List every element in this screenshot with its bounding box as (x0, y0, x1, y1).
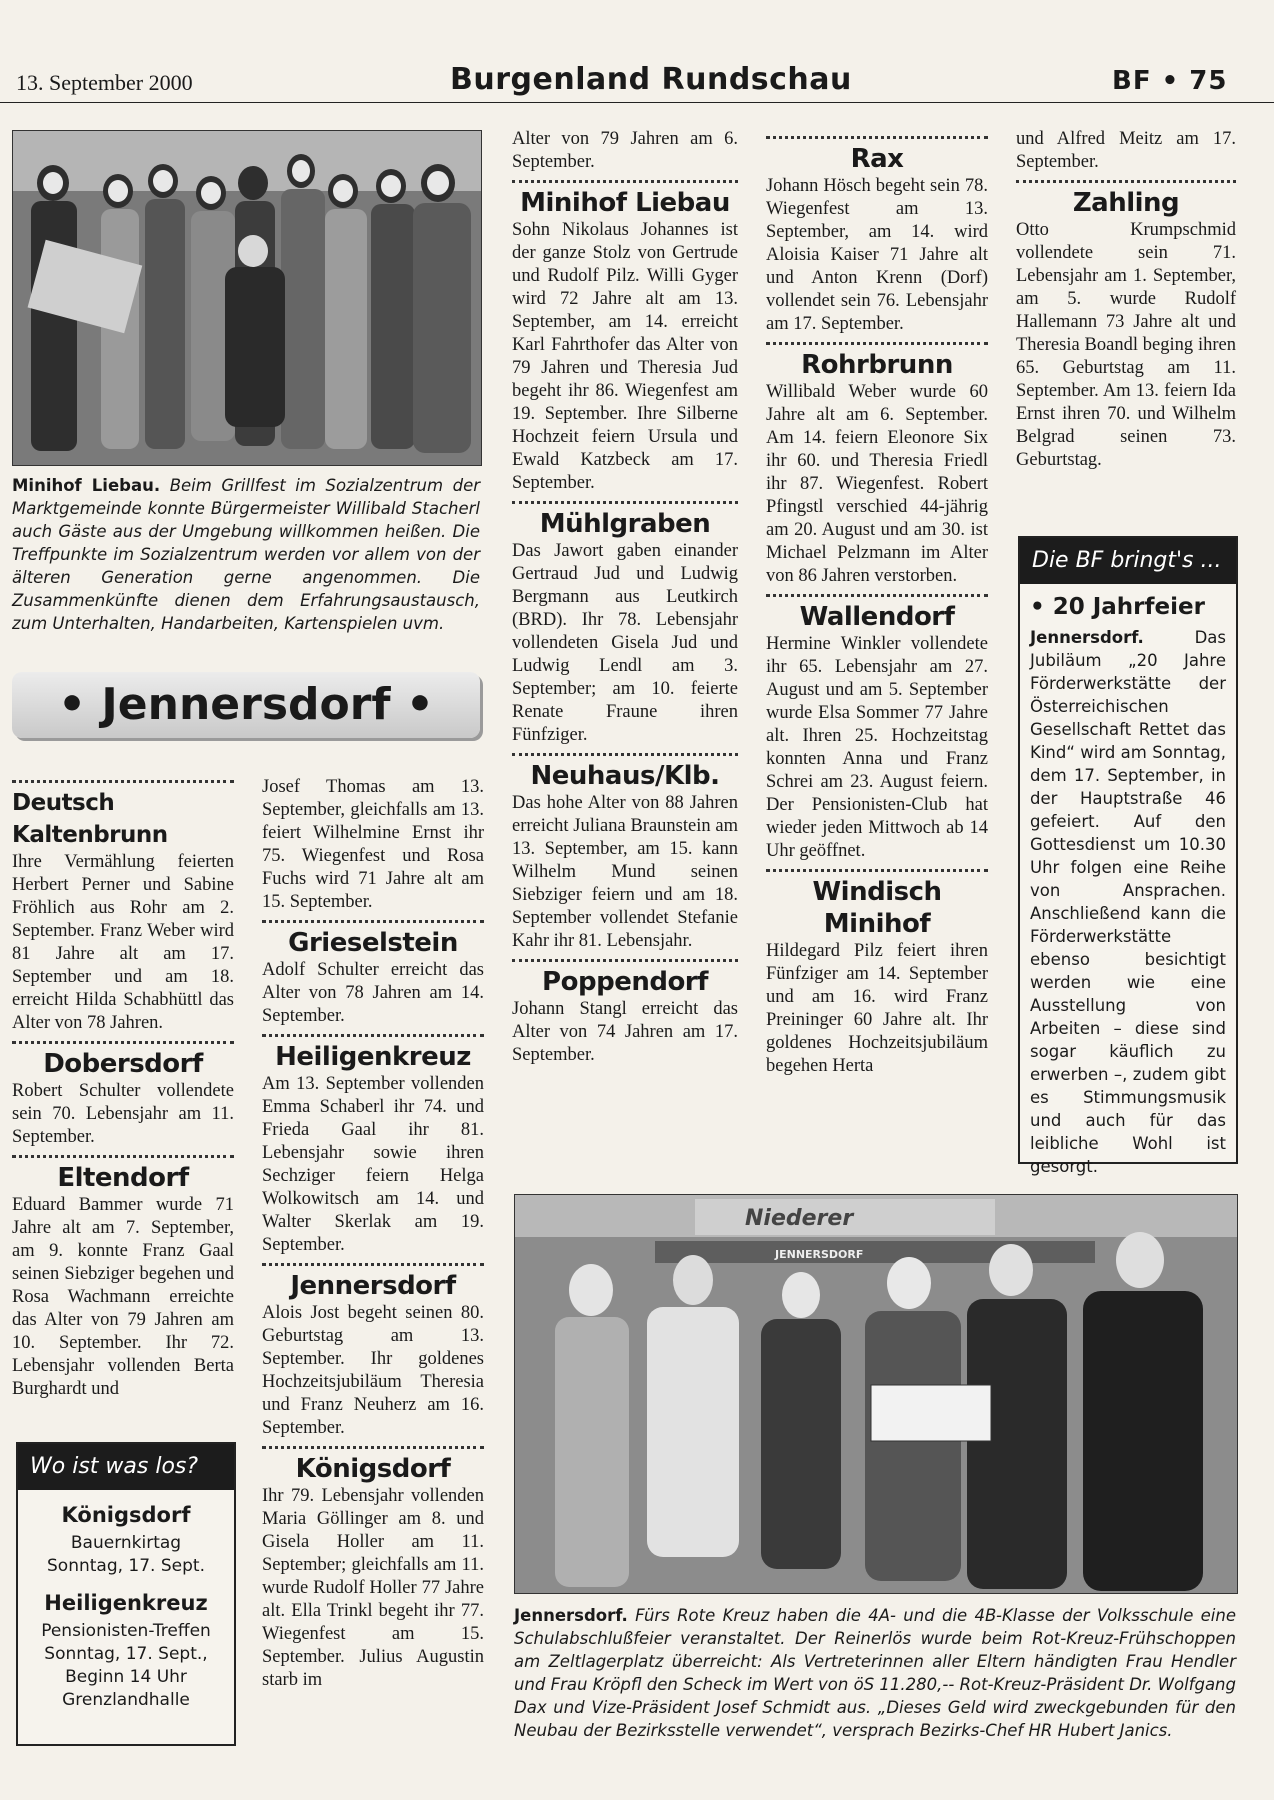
bf-box-body: Das Jubiläum „20 Jahre Förderwerkstätte der Österreichischen Gesellschaft Rettet das Kind“ wird am Sonntag, dem 17. September, in der Hauptstraße 46 gefeiert. Auf den Gottesdienst um 10.30 Uhr folgen eine Reihe von Ansprachen. Anschließend kann die Förderwerkstätte ebenso besichtigt werden wie eine Ausstellung von Arbeiten – diese sind sogar käuflich zu erwerben –, zudem gibt es Stimmungsmusik und auch für das leibliche Wohl ist gesorgt. (1030, 628, 1226, 1176)
event-line: Bauernkirtag (70, 1533, 182, 1553)
town-heading: Windisch Minihof (812, 877, 942, 939)
divider (766, 342, 988, 345)
bf-box-text (1020, 626, 1236, 1178)
town-text: Otto Krumpschmid vollendete sein 71. Lebensjahr am 1. September, am 5. wurde Rudolf Hallemann 73 Jahre alt und Theresia Boandl beging ihren 65. Geburtstag am 11. September. Am 13. feiern Ida Ernst ihren 70. und Wilhelm Belgrad seinen 73. Geburtstag. (1016, 220, 1236, 470)
event-line: Pensionisten-Treffen (41, 1621, 211, 1641)
section-banner-jennersdorf: • Jennersdorf • (12, 672, 480, 738)
group-photo-image (13, 131, 481, 465)
divider (512, 753, 738, 756)
event-place: Heiligenkreuz (44, 1591, 208, 1615)
banner-sign-text-2: JENNERSDORF (775, 1248, 864, 1261)
event-item (18, 1586, 234, 1712)
event-line: Sonntag, 17. Sept. (47, 1556, 205, 1576)
town-text: Am 13. September vollenden Emma Schaberl ihr 74. und Frieda Gaal ihr 81. Lebensjahr sowie ihren Sechziger feiern Helga Wolkowitsch am 14. und Walter Skerlak am 19. September. (262, 1074, 484, 1255)
divider (512, 501, 738, 504)
column-4 (766, 130, 988, 1078)
town-heading: Zahling (1072, 188, 1180, 218)
town-heading: Rax (850, 144, 904, 174)
town-heading: Grieselstein (288, 928, 458, 958)
events-box-title: Wo ist was los? (18, 1444, 234, 1490)
divider (512, 959, 738, 962)
town-text: Hermine Winkler vollendete ihr 65. Lebensjahr am 27. August und am 5. September wurde Elsa Sommer 77 Jahre alt. Ihren 25. Hochzeitstag konnten Anna und Franz Schrei am 23. August feiern. Der Pensionisten-Club hat wieder jeden Mittwoch ab 14 Uhr geöffnet. (766, 634, 988, 861)
town-heading: Deutsch Kaltenbrunn (12, 790, 168, 848)
town-text: Ihr 79. Lebensjahr vollenden Maria Göllinger am 8. und Gisela Holler am 11. September; gleichfalls am 11. wurde Rudolf Holler 77 Jahre alt. Ella Trinkl begeht ihr 77. Wiegenfest am 15. September. Julius Augustin starb im (262, 1486, 484, 1690)
town-text: Sohn Nikolaus Johannes ist der ganze Stolz von Gertrude und Rudolf Pilz. Willi Gyger wird 72 Jahre alt am 13. September, am 14. erreicht Karl Fahrthofer das Alter von 79 Jahren und Theresia Jud begeht ihr 86. Wiegenfest am 19. September. Ihre Silberne Hochzeit feiern Ursula und Ewald Katzbeck am 17. September. (512, 220, 738, 493)
town-heading: Königsdorf (295, 1454, 451, 1484)
newspaper-title: Burgenland Rundschau (450, 62, 852, 97)
banner-sign-text: Niederer (745, 1206, 854, 1231)
photo-caption-minihof (12, 474, 480, 635)
event-line: Beginn 14 Uhr (65, 1667, 187, 1687)
town-heading: Eltendorf (57, 1163, 189, 1193)
town-text: Willibald Weber wurde 60 Jahre alt am 6. September. Am 14. feiern Eleonore Six ihr 60. und Theresia Friedl ihr 87. Wiegenfest. Robert Pfingstl verschied 44-jährig am 20. August und am 30. ist Michael Pelzmann im Alter von 86 Jahren verstorben. (766, 382, 988, 586)
town-text: Johann Hösch begeht sein 78. Wiegenfest am 13. September, am 14. wird Aloisia Kaiser 71 Jahre alt und Anton Krenn (Dorf) vollendet sein 76. Lebensjahr am 17. September. (766, 176, 988, 334)
town-text: Johann Stangl erreicht das Alter von 74 Jahren am 17. September. (512, 999, 738, 1065)
town-text: Eduard Bammer wurde 71 Jahre alt am 7. September, am 9. konnte Franz Gaal seinen Siebziger begehen und Rosa Wachmann erreichte das Alter von 79 Jahren am 10. September. Ihr 72. Lebensjahr vollenden Berta Burghardt und (12, 1195, 234, 1399)
divider (12, 1155, 234, 1158)
continued-text: Josef Thomas am 13. September, gleichfalls am 13. feiert Wilhelmine Ernst ihr 75. Wiegenfest und Rosa Fuchs wird 71 Jahre alt am 15. September. (262, 777, 484, 912)
scheck-photo (514, 1194, 1238, 1594)
divider (12, 1041, 234, 1044)
divider (262, 1446, 484, 1449)
issue-date: 13. September 2000 (16, 70, 193, 95)
divider (262, 920, 484, 923)
bf-box-title: Die BF bringt's ... (1020, 538, 1236, 584)
town-heading: Mühlgraben (539, 509, 711, 539)
event-item (18, 1498, 234, 1578)
divider (1016, 180, 1236, 183)
page-number: BF • 75 (1112, 66, 1228, 96)
divider (766, 594, 988, 597)
continued-text: Alter von 79 Jahren am 6. September. (512, 129, 738, 172)
town-text: Robert Schulter vollendete sein 70. Lebensjahr am 11. September. (12, 1081, 234, 1147)
town-text: Alois Jost begeht seinen 80. Geburtstag am 13. September. Ihr goldenes Hochzeitsjubiläum Theresia und Franz Neuherz am 16. September. (262, 1303, 484, 1438)
column-1 (12, 774, 234, 1401)
event-place: Königsdorf (61, 1503, 191, 1527)
town-heading: Dobersdorf (43, 1049, 203, 1079)
town-heading: Poppendorf (542, 967, 708, 997)
caption-lead: Minihof Liebau. (12, 476, 161, 495)
event-line: Grenzlandhalle (62, 1690, 190, 1710)
town-text: Hildegard Pilz feiert ihren Fünfziger am 14. September und am 16. wird Franz Preininger 60 Jahre alt. Ihr goldenes Hochzeitsjubiläum begehen Herta (766, 941, 988, 1076)
divider (512, 180, 738, 183)
event-line: Sonntag, 17. Sept., (44, 1644, 208, 1664)
caption-text: Beim Grillfest im Sozialzentrum der Marktgemeinde konnte Bürgermeister Willibald Stacherl auch Gäste aus der Umgebung willkommen heißen. Die Treffpunkte im Sozialzentrum werden vor allem von der älteren Generation gerne angenommen. Die Zusammenkünfte dienen dem Erfahrungsaustausch, zum Unterhalten, Handarbeiten, Kartenspielen uvm. (12, 476, 481, 633)
town-text: Adolf Schulter erreicht das Alter von 78 Jahren am 14. September. (262, 960, 484, 1026)
divider (12, 780, 234, 783)
town-heading: Wallendorf (799, 602, 955, 632)
caption-lead: Jennersdorf. (514, 1606, 628, 1625)
town-text: Das Jawort gaben einander Gertraud Jud und Ludwig Bergmann aus Leutkirch (BRD). Ihr 78. Lebensjahr vollendeten Gisela Jud und Ludwig Lendl am 3. September; am 10. feierte Renate Fraune ihren Fünfziger. (512, 541, 738, 745)
town-heading: Jennersdorf (290, 1271, 456, 1301)
bf-box-heading: • 20 Jahrfeier (1030, 594, 1205, 620)
events-box (16, 1442, 236, 1746)
column-5 (1016, 128, 1236, 472)
divider (766, 869, 988, 872)
divider (766, 136, 988, 139)
photo-caption-jennersdorf (514, 1604, 1236, 1742)
town-text: Das hohe Alter von 88 Jahren erreicht Juliana Braunstein am 13. September, am 15. kann Wilhelm Mund seinen Siebziger feiern und am 18. September vollendet Stefanie Kahr ihr 81. Lebensjahr. (512, 793, 738, 951)
continued-text: und Alfred Meitz am 17. September. (1016, 129, 1236, 172)
divider (262, 1263, 484, 1266)
caption-text: Fürs Rote Kreuz haben die 4A- und die 4B-Klasse der Volksschule eine Schulabschlußfeier veranstaltet. Der Reinerlös wurde beim Rot-Kreuz-Frühschoppen am Zeltlagerplatz überreicht: Als Vertreterinnen aller Eltern händigten Frau Hendler und Frau Kröpfl den Scheck im Wert von öS 11.280,-- Rot-Kreuz-Präsident Dr. Wolfgang Dax und Vize-Präsident Josef Schmidt aus. „Dieses Geld wird zweckgebunden für den Neubau der Bezirksstelle verwendet“, versprach Bezirks-Chef HR Hubert Janics. (514, 1606, 1236, 1740)
town-heading: Minihof Liebau (520, 188, 730, 218)
town-text: Ihre Vermählung feierten Herbert Perner und Sabine Fröhlich aus Rohr am 2. September. Franz Weber wird 81 Jahre alt am 17. September und am 18. erreicht Hilda Schabhüttl das Alter von 78 Jahren. (12, 852, 234, 1033)
town-heading: Neuhaus/Klb. (530, 761, 720, 791)
scheck-photo-image (515, 1195, 1237, 1593)
column-2 (262, 776, 484, 1692)
bf-box-lead: Jennersdorf. (1030, 628, 1144, 647)
divider (262, 1034, 484, 1037)
town-heading: Rohrbrunn (801, 350, 953, 380)
town-heading: Heiligenkreuz (275, 1042, 471, 1072)
column-3 (512, 128, 738, 1067)
bf-info-box (1018, 536, 1238, 1176)
group-photo (12, 130, 482, 466)
